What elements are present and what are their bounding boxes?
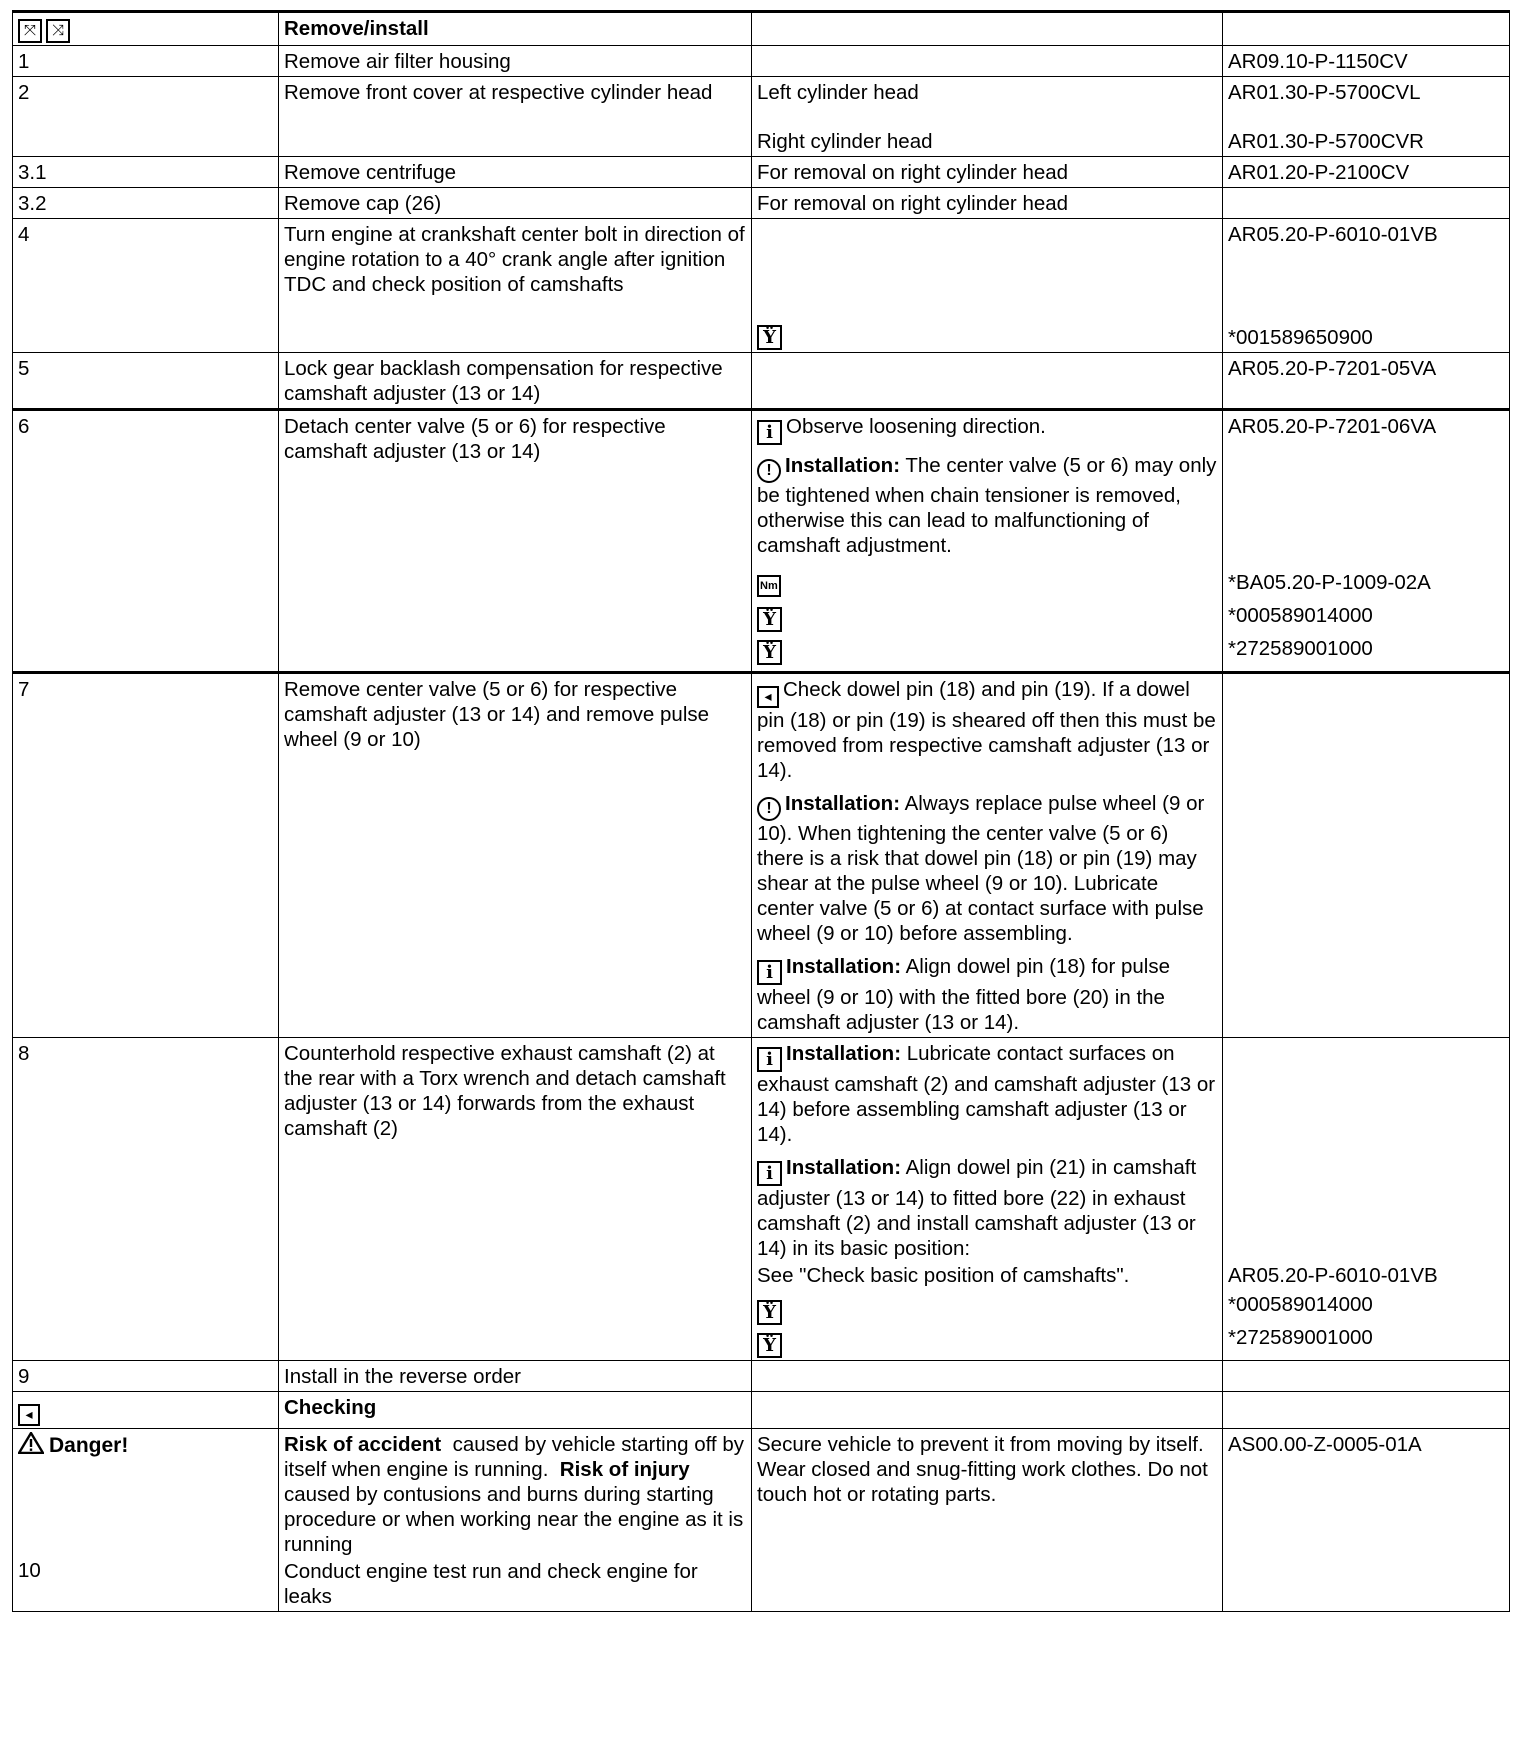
info-icon: i <box>757 1161 782 1186</box>
info-icon: i <box>757 960 782 985</box>
reference-link[interactable]: AR01.30-P-5700CVL <box>1228 81 1421 104</box>
special-tool-icon[interactable]: Ÿ <box>757 325 782 350</box>
tool-reference[interactable]: *000589014000 <box>1228 604 1373 627</box>
table-row: 7 Remove center valve (5 or 6) for respective camshaft adjuster (13 or 14) and remove pulse wheel (9 or 10) ◂ Check dowel pin (18) and pin (19). If a dowel pin (18) or pin (19) is sheared off then this must be removed from respective camshaft adjuster (13 or 14). ! Installation: Always replace pulse wheel (9 or 10). When tightening the center valve (5 or 6) there is a risk that dowel pin (18) or pin (19) may shear at the pulse wheel (9 or 10). Lubricate center valve (5 or 6) at contact surface with pulse wheel (9 or 10) before assembling. i Installation: Align dowel pin (18) for pulse wheel (9 or 10) with the fitted bore (20) in the camshaft adjuster (13 or 14). <box>13 673 1510 1038</box>
special-tool-icon[interactable]: Ÿ <box>757 1333 782 1358</box>
table-row: 3.2 Remove cap (26) For removal on right cylinder head <box>13 188 1510 219</box>
danger-triangle-icon <box>18 1432 44 1454</box>
special-tool-icon[interactable]: Ÿ <box>757 607 782 632</box>
reference-link[interactable]: AR01.20-P-2100CV <box>1223 157 1510 188</box>
table-row: 9 Install in the reverse order <box>13 1361 1510 1392</box>
tool-reference[interactable]: *000589014000 <box>1228 1293 1373 1316</box>
reference-link[interactable]: AR09.10-P-1150CV <box>1223 46 1510 77</box>
checking-row <box>13 1392 1510 1429</box>
check-icon: ◂ <box>18 1404 40 1426</box>
reference-link[interactable]: AR05.20-P-7201-05VA <box>1223 353 1510 410</box>
danger-title: Danger! <box>49 1434 129 1457</box>
reference-link[interactable]: AS00.00-Z-0005-01A <box>1223 1429 1510 1612</box>
tool-reference[interactable]: *272589001000 <box>1228 637 1373 660</box>
torque-icon[interactable]: Nm <box>757 575 781 597</box>
checking-title: Checking <box>279 1392 752 1429</box>
reference-link[interactable]: AR05.20-P-6010-01VB <box>1228 223 1438 246</box>
table-row: 2 Remove front cover at respective cylinder head Left cylinder head Right cylinder head AR01.30-P-5700CVL AR01.30-P-5700CVR <box>13 77 1510 157</box>
table-row: 3.1 Remove centrifuge For removal on right cylinder head AR01.20-P-2100CV <box>13 157 1510 188</box>
torque-reference[interactable]: *BA05.20-P-1009-02A <box>1228 571 1431 594</box>
header-icons-cell <box>13 12 279 46</box>
final-desc: Conduct engine test run and check engine for leaks <box>284 1560 698 1608</box>
header-row <box>13 12 1510 46</box>
info-icon: i <box>757 1047 782 1072</box>
reference-link[interactable]: AR05.20-P-7201-06VA <box>1228 415 1437 438</box>
final-step: 10 <box>18 1559 41 1582</box>
torque-warning-icon: ! <box>757 459 781 483</box>
special-tool-icon[interactable]: Ÿ <box>757 640 782 665</box>
expand-icon[interactable]: ⤧ <box>18 19 42 43</box>
table-row: 4 Turn engine at crankshaft center bolt in direction of engine rotation to a 40° crank angle after ignition TDC and check position of camshafts Ÿ AR05.20-P-6010-01VB *001589650900 <box>13 219 1510 353</box>
procedure-table <box>12 10 1510 1612</box>
check-icon: ◂ <box>757 686 779 708</box>
torque-warning-icon: ! <box>757 797 781 821</box>
collapse-icon[interactable]: ⤨ <box>46 19 70 43</box>
reference-link[interactable]: AR01.30-P-5700CVR <box>1228 130 1424 153</box>
info-icon: i <box>757 420 782 445</box>
table-row: 5 Lock gear backlash compensation for respective camshaft adjuster (13 or 14) AR05.20-P-7201-05VA <box>13 353 1510 410</box>
special-tool-icon[interactable]: Ÿ <box>757 1300 782 1325</box>
header-title: Remove/install <box>279 12 752 46</box>
table-row: 6 Detach center valve (5 or 6) for respective camshaft adjuster (13 or 14) i Observe loosening direction. ! Installation: The center valve (5 or 6) may only be tightened when chain tensioner is removed, otherwise this can lead to malfunctioning of camshaft adjustment. Nm Ÿ Ÿ AR05.20-P-7201-06VA *BA05.20-P-1009-02A *000589014000 *272589001000 <box>13 410 1510 673</box>
table-row: 8 Counterhold respective exhaust camshaft (2) at the rear with a Torx wrench and detach camshaft adjuster (13 or 14) forwards from the exhaust camshaft (2) i Installation: Lubricate contact surfaces on exhaust camshaft (2) and camshaft adjuster (13 or 14) before assembling camshaft adjuster (13 or 14). i Installation: Align dowel pin (21) in camshaft adjuster (13 or 14) to fitted bore (22) in exhaust camshaft (2) and install camshaft adjuster (13 or 14) in its basic position: See "Check basic position of camshafts". Ÿ Ÿ AR05.20-P-6010-01VB *000589014000 *272589001000 <box>13 1038 1510 1361</box>
tool-reference[interactable]: *272589001000 <box>1228 1326 1373 1349</box>
table-row: 1 Remove air filter housing AR09.10-P-1150CV <box>13 46 1510 77</box>
danger-row: Danger! 10 Risk of accident caused by vehicle starting off by itself when engine is running. Risk of injury caused by contusions and burns during starting procedure or when working near the engine as it is running Conduct engine test run and check engine for leaks Secure vehicle to prevent it from moving by itself. Wear closed and snug-fitting work clothes. Do not touch hot or rotating parts. AS00.00-Z-0005-01A <box>13 1429 1510 1612</box>
reference-link[interactable]: AR05.20-P-6010-01VB <box>1228 1264 1438 1287</box>
tool-reference[interactable]: *001589650900 <box>1228 326 1373 349</box>
